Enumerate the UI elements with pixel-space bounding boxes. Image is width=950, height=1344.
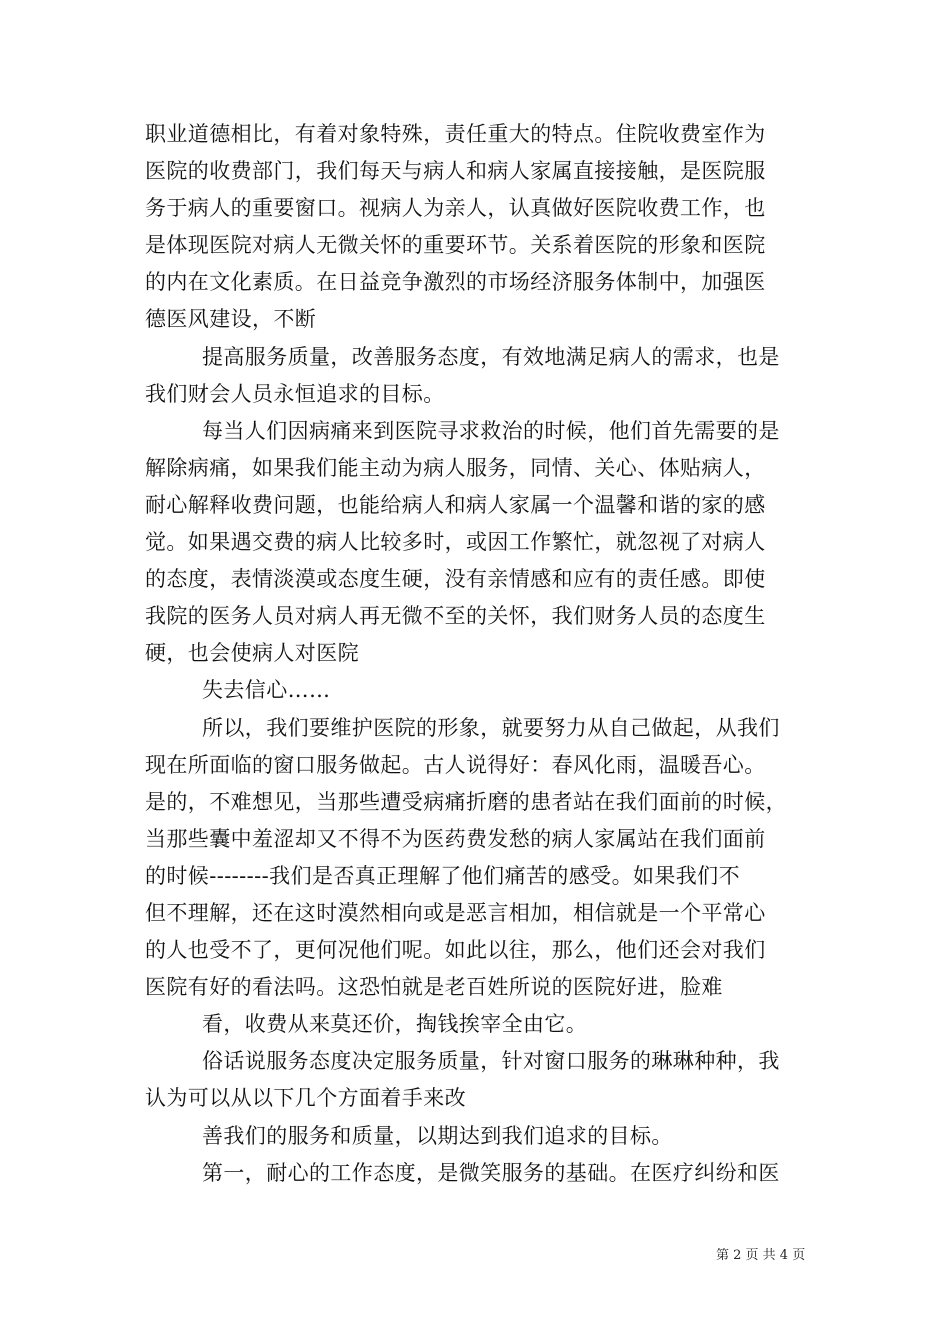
text-line: 俗话说服务态度决定服务质量，针对窗口服务的琳琳种种，我 — [202, 1049, 780, 1074]
text-line: 耐心解释收费问题，也能给病人和病人家属一个温馨和谐的家的感 — [145, 492, 766, 517]
text-line: 的人也受不了，更何况他们呢。如此以往，那么，他们还会对我们 — [145, 938, 766, 963]
text-line: 是体现医院对病人无微关怀的重要环节。关系着医院的形象和医院 — [145, 233, 766, 258]
text-line: 第一，耐心的工作态度，是微笑服务的基础。在医疗纠纷和医 — [202, 1160, 780, 1185]
text-line: 务于病人的重要窗口。视病人为亲人，认真做好医院收费工作，也 — [145, 196, 766, 221]
text-line: 职业道德相比，有着对象特殊，责任重大的特点。住院收费室作为 — [145, 122, 766, 146]
text-line: 我院的医务人员对病人再无微不至的关怀，我们财务人员的态度生 — [145, 604, 766, 629]
text-line: 解除病痛，如果我们能主动为病人服务，同情、关心、体贴病人， — [145, 455, 766, 480]
text-line: 每当人们因病痛来到医院寻求救治的时候，他们首先需要的是 — [202, 418, 780, 443]
text-line: 善我们的服务和质量，以期达到我们追求的目标。 — [202, 1123, 673, 1148]
text-line: 的时候--------我们是否真正理解了他们痛苦的感受。如果我们不 — [145, 863, 740, 888]
text-line: 医院的收费部门，我们每天与病人和病人家属直接接触，是医院服 — [145, 159, 766, 184]
text-line: 是的，不难想见，当那些遭受病痛折磨的患者站在我们面前的时候， — [145, 789, 787, 814]
text-line: 的态度，表情淡漠或态度生硬，没有亲情感和应有的责任感。即使 — [145, 567, 766, 592]
page-number-footer: 第 2 页 共 4 页 — [716, 1248, 806, 1263]
text-line: 觉。如果遇交费的病人比较多时，或因工作繁忙，就忽视了对病人 — [145, 530, 766, 555]
text-line: 我们财会人员永恒追求的目标。 — [145, 381, 445, 406]
text-line: 的内在文化素质。在日益竞争激烈的市场经济服务体制中，加强医 — [145, 270, 766, 295]
text-line: 提高服务质量，改善服务态度，有效地满足病人的需求，也是 — [202, 344, 780, 369]
text-line: 看，收费从来莫还价，掏钱挨宰全由它。 — [202, 1012, 588, 1037]
body-text — [145, 116, 810, 1192]
text-line: 所以，我们要维护医院的形象，就要努力从自己做起，从我们 — [202, 715, 780, 740]
text-line: 失去信心…… — [202, 678, 331, 703]
text-line: 当那些囊中羞涩却又不得不为医药费发愁的病人家属站在我们面前 — [145, 826, 766, 851]
text-line: 认为可以从以下几个方面着手来改 — [145, 1086, 466, 1111]
text-line: 但不理解，还在这时漠然相向或是恶言相加，相信就是一个平常心 — [145, 900, 766, 925]
text-line: 现在所面临的窗口服务做起。古人说得好：春风化雨，温暖吾心。 — [145, 752, 766, 777]
text-line: 硬，也会使病人对医院 — [145, 641, 359, 666]
text-line: 德医风建设，不断 — [145, 307, 317, 332]
text-line: 医院有好的看法吗。这恐怕就是老百姓所说的医院好进，脸难 — [145, 975, 723, 1000]
